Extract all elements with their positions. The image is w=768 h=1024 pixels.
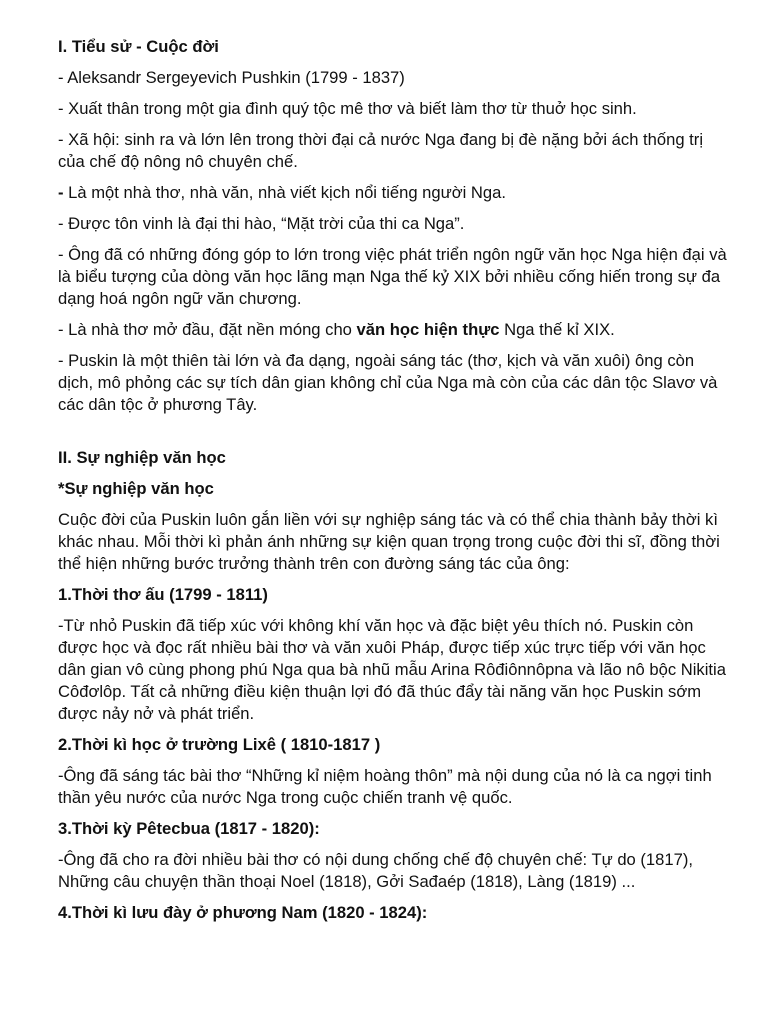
section-1-heading: I. Tiểu sử - Cuộc đời [58, 37, 219, 56]
bio-line-realism-bold: văn học hiện thực [356, 320, 500, 339]
bio-line-realism-before: - Là nhà thơ mở đầu, đặt nền móng cho [58, 320, 357, 339]
period-1-title: 1.Thời thơ ấu (1799 - 1811) [58, 585, 268, 604]
period-4-title: 4.Thời kì lưu đày ở phương Nam (1820 - 1824): [58, 903, 428, 922]
section-2-subheading: *Sự nghiệp văn học [58, 479, 214, 498]
bio-line-realism [58, 319, 730, 341]
bio-line-profession [58, 182, 730, 204]
section-2-heading: II. Sự nghiệp văn học [58, 448, 226, 467]
period-2-text: -Ông đã sáng tác bài thơ “Những kỉ niệm hoàng thôn” mà nội dung của nó là ca ngợi tinh thần yêu nước của nước Nga trong cuộc chiến tranh vệ quốc. [58, 766, 712, 807]
bio-line-profession-text: Là một nhà thơ, nhà văn, nhà viết kịch nổi tiếng người Nga. [63, 183, 506, 202]
bold-dash: - [58, 183, 64, 202]
bio-line-realism-after: Nga thế kỉ XIX. [499, 320, 615, 339]
bio-line-origin: - Xuất thân trong một gia đình quý tộc mê thơ và biết làm thơ từ thuở học sinh. [58, 99, 637, 118]
bio-line-honor: - Được tôn vinh là đại thi hào, “Mặt trời của thi ca Nga”. [58, 214, 465, 233]
bio-line-society: - Xã hội: sinh ra và lớn lên trong thời đại cả nước Nga đang bị đè nặng bởi ách thống trị của chế độ nông nô chuyên chế. [58, 130, 704, 171]
period-2-title: 2.Thời kì học ở trường Lixê ( 1810-1817 ) [58, 735, 381, 754]
career-intro: Cuộc đời của Puskin luôn gắn liền với sự nghiệp sáng tác và có thể chia thành bảy thời kì khác nhau. Mỗi thời kì phản ánh những sự kiện quan trọng trong cuộc đời thi sĩ, đồng thời thể hiện những bước trưởng thành trên con đường sáng tác của ông: [58, 510, 720, 573]
period-3-text: -Ông đã cho ra đời nhiều bài thơ có nội dung chống chế độ chuyên chế: Tự do (1817), Những câu chuyện thần thoại Noel (1818), Gởi Sađaép (1818), Làng (1819) ... [58, 850, 693, 891]
bio-line-name: - Aleksandr Sergeyevich Pushkin (1799 - 1837) [58, 68, 405, 87]
bio-line-talent: - Puskin là một thiên tài lớn và đa dạng, ngoài sáng tác (thơ, kịch và văn xuôi) ông còn dịch, mô phỏng các sự tích dân gian không chỉ của Nga mà còn của các dân tộc Slavơ và các dân tộc ở phương Tây. [58, 351, 718, 414]
document-page [58, 36, 730, 933]
period-3-title: 3.Thời kỳ Pêtecbua (1817 - 1820): [58, 819, 320, 838]
bio-line-contribution: - Ông đã có những đóng góp to lớn trong việc phát triển ngôn ngữ văn học Nga hiện đại và là biểu tượng của dòng văn học lãng mạn Nga thế kỷ XIX bởi nhiều cống hiến trong sự đa dạng hoá ngôn ngữ văn chương. [58, 245, 727, 308]
period-1-text: -Từ nhỏ Puskin đã tiếp xúc với không khí văn học và đặc biệt yêu thích nó. Puskin còn được học và đọc rất nhiều bài thơ và văn xuôi Pháp, được tiếp xúc trực tiếp với văn học dân gian vô cùng phong phú Nga qua bà nhũ mẫu Arina Rôđiônnôpna và lão nô bộc Nikitia Côđơlôp. Tất cả những điều kiện thuận lợi đó đã thúc đẩy tài năng văn học Puskin sớm được nảy nở và phát triển. [58, 616, 726, 723]
